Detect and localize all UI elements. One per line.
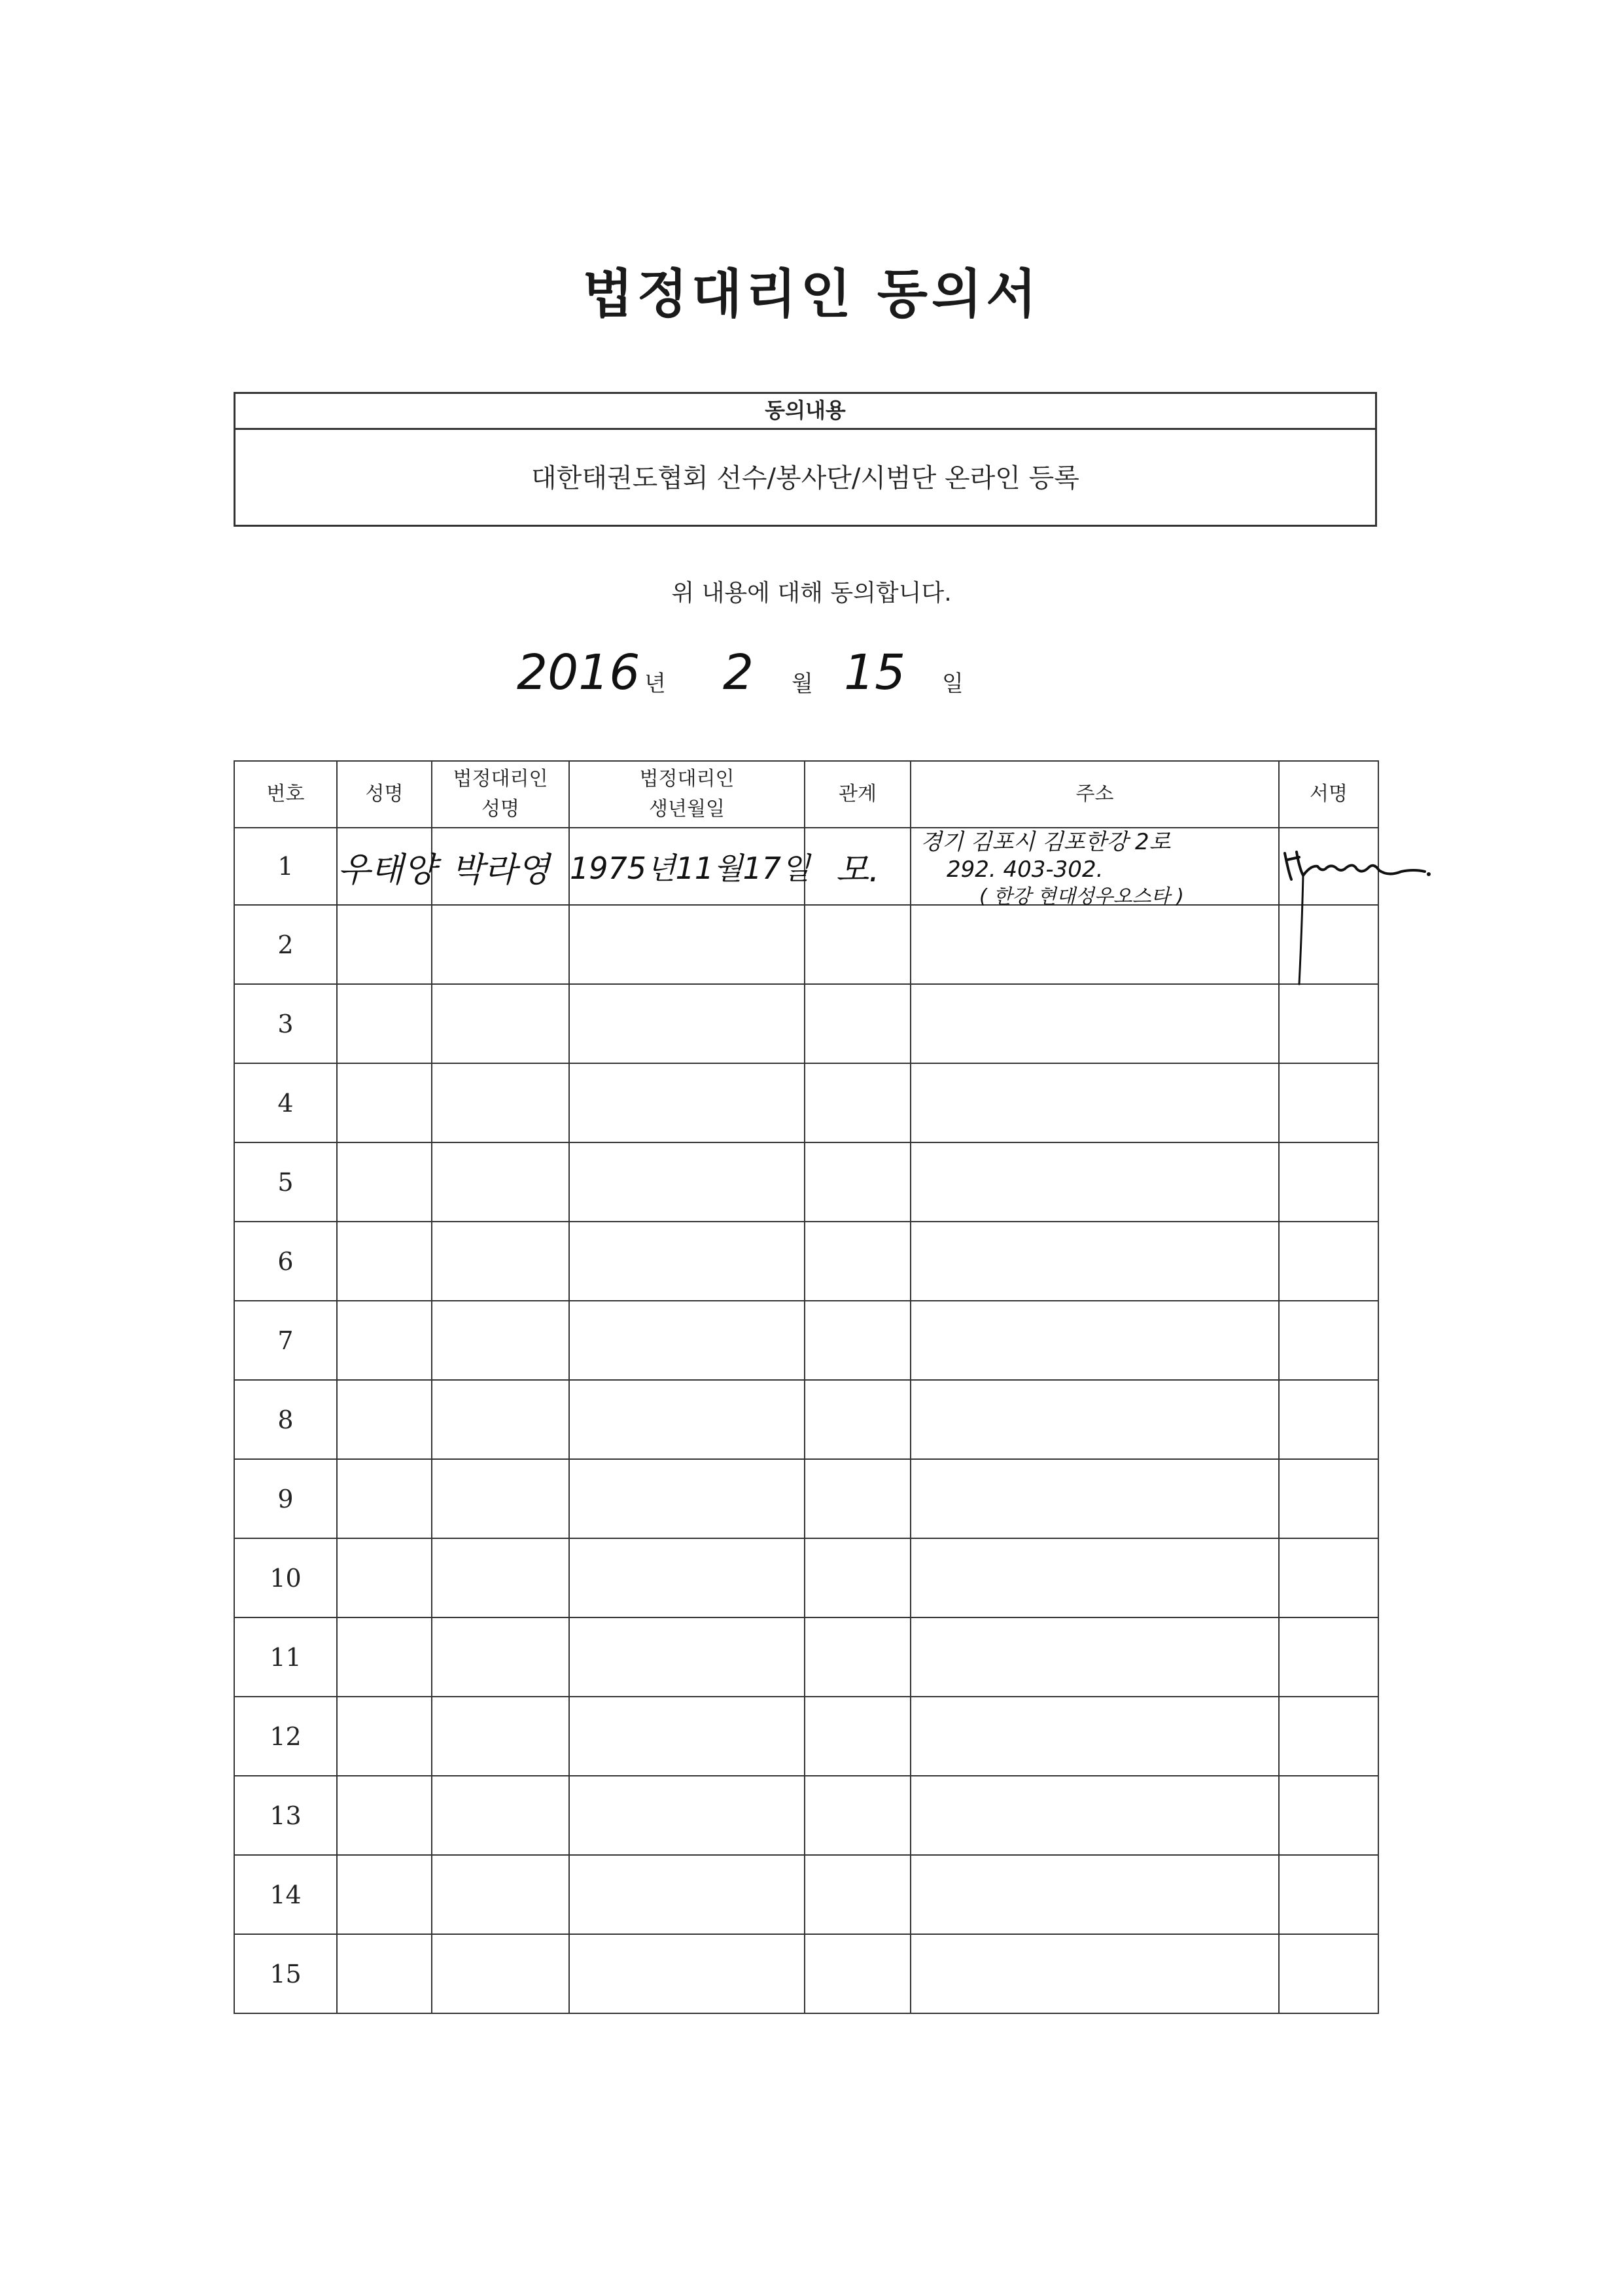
row-address: [911, 905, 1279, 984]
row-guardian-name: 박라영: [432, 828, 569, 905]
row-no: 10: [234, 1538, 337, 1617]
row-guardian-birth: [569, 1538, 805, 1617]
row-name: [337, 1222, 432, 1301]
signature-image: [1277, 834, 1434, 1004]
row-guardian-name: [432, 1142, 569, 1222]
row-guardian-name: [432, 1063, 569, 1142]
header-no: 번호: [234, 761, 337, 828]
row-guardian-birth: [569, 1142, 805, 1222]
row-name: [337, 1142, 432, 1222]
row-name: [337, 1934, 432, 2013]
address-line-2: 292. 403-302.: [947, 857, 1104, 883]
table-row: [234, 1776, 1378, 1855]
table-row: [234, 828, 1378, 905]
row-signature: [1279, 1380, 1378, 1459]
header-guardian-birth-line2: 생년월일: [649, 798, 725, 821]
row-guardian-name: [432, 984, 569, 1063]
row-address: [911, 1538, 1279, 1617]
row-signature: [1279, 1459, 1378, 1538]
row-name: [337, 1776, 432, 1855]
table-row: [234, 984, 1378, 1063]
row-address: [911, 1855, 1279, 1934]
row-signature: [1279, 1776, 1378, 1855]
row-relation: [805, 1855, 911, 1934]
consent-header: 동의내용: [236, 394, 1375, 430]
consent-box: [234, 392, 1377, 527]
row-name: [337, 1063, 432, 1142]
row-address: [911, 1063, 1279, 1142]
row-no: 3: [234, 984, 337, 1063]
row-no: 1: [234, 828, 337, 905]
row-relation: 모.: [805, 828, 911, 905]
row-no: 4: [234, 1063, 337, 1142]
row-address: [911, 1222, 1279, 1301]
consent-content: 대한태권도협회 선수/봉사단/시범단 온라인 등록: [531, 463, 1079, 493]
row-name: [337, 984, 432, 1063]
row-guardian-name: [432, 1697, 569, 1776]
row-guardian-birth: [569, 1776, 805, 1855]
row-relation: [805, 1380, 911, 1459]
row-name: [337, 1380, 432, 1459]
row-relation: [805, 1776, 911, 1855]
table-row: [234, 1697, 1378, 1776]
row-guardian-birth: [569, 905, 805, 984]
row-guardian-name: [432, 905, 569, 984]
header-address: 주소: [911, 761, 1279, 828]
table-row: [234, 1855, 1378, 1934]
page-title: 법정대리인 동의서: [582, 264, 1041, 325]
row-guardian-birth: [569, 1063, 805, 1142]
row-signature: [1279, 1222, 1378, 1301]
row-guardian-birth: 1975년11월17일: [569, 828, 805, 905]
row-relation: [805, 1459, 911, 1538]
date-month: 2: [723, 645, 754, 701]
header-guardian-name-line2: 성명: [481, 798, 519, 821]
row-relation: [805, 1222, 911, 1301]
table-row: [234, 1459, 1378, 1538]
row-guardian-birth: [569, 1459, 805, 1538]
row-signature: [1279, 1063, 1378, 1142]
row-no: 13: [234, 1776, 337, 1855]
row-address: [911, 1934, 1279, 2013]
header-relation: 관계: [805, 761, 911, 828]
row-no: 5: [234, 1142, 337, 1222]
date-day-unit: 일: [942, 671, 964, 697]
table-row: [234, 1301, 1378, 1380]
date-year: 2016: [517, 645, 640, 701]
row-relation: [805, 984, 911, 1063]
row-signature: [1279, 1142, 1378, 1222]
row-guardian-birth: [569, 1380, 805, 1459]
row-guardian-name: [432, 1301, 569, 1380]
address-line-1: 경기 김포시 김포한강 2로: [920, 829, 1171, 855]
row-address: [911, 1697, 1279, 1776]
row-no: 12: [234, 1697, 337, 1776]
row-relation: [805, 1142, 911, 1222]
row-relation: [805, 1301, 911, 1380]
row-signature: [1279, 828, 1378, 905]
row-relation: [805, 1697, 911, 1776]
row-relation: [805, 1063, 911, 1142]
table-row: [234, 1063, 1378, 1142]
row-no: 2: [234, 905, 337, 984]
row-address: [911, 1142, 1279, 1222]
guardian-table: [234, 760, 1379, 2014]
row-guardian-birth: [569, 1617, 805, 1697]
row-guardian-name: [432, 1380, 569, 1459]
table-row: [234, 1380, 1378, 1459]
row-guardian-birth: [569, 1222, 805, 1301]
row-address: [911, 984, 1279, 1063]
row-address: [911, 1380, 1279, 1459]
header-name: 성명: [337, 761, 432, 828]
row-no: 9: [234, 1459, 337, 1538]
table-row: [234, 1142, 1378, 1222]
row-guardian-name: [432, 1776, 569, 1855]
table-row: [234, 1222, 1378, 1301]
row-relation: [805, 1934, 911, 2013]
row-relation: [805, 1617, 911, 1697]
row-signature: [1279, 1855, 1378, 1934]
row-signature: [1279, 1934, 1378, 2013]
row-no: 6: [234, 1222, 337, 1301]
row-address: [911, 1617, 1279, 1697]
row-name: [337, 1855, 432, 1934]
header-guardian-birth: [569, 761, 805, 828]
row-guardian-name: [432, 1855, 569, 1934]
row-guardian-birth: [569, 984, 805, 1063]
row-no: 11: [234, 1617, 337, 1697]
header-guardian-name-line1: 법정대리인: [453, 768, 548, 790]
table-header-row: [234, 761, 1378, 828]
header-signature: 서명: [1279, 761, 1378, 828]
row-signature: [1279, 1538, 1378, 1617]
row-address: [911, 1459, 1279, 1538]
row-guardian-birth: [569, 1855, 805, 1934]
row-address: [911, 828, 1279, 908]
row-name: [337, 1459, 432, 1538]
row-guardian-birth: [569, 1697, 805, 1776]
row-guardian-birth: [569, 1934, 805, 2013]
row-guardian-name: [432, 1222, 569, 1301]
table-row: [234, 905, 1378, 984]
address-block: [920, 828, 1184, 911]
date-day: 15: [844, 645, 906, 701]
row-relation: [805, 1538, 911, 1617]
row-name: [337, 1301, 432, 1380]
row-name: [337, 1538, 432, 1617]
row-name: 우태양: [337, 828, 432, 905]
row-signature: [1279, 1301, 1378, 1380]
table-row: [234, 1934, 1378, 2013]
row-guardian-name: [432, 1934, 569, 2013]
row-name: [337, 1697, 432, 1776]
date-line: [0, 645, 1623, 716]
row-name: [337, 905, 432, 984]
row-signature: [1279, 1617, 1378, 1697]
row-no: 8: [234, 1380, 337, 1459]
row-signature: [1279, 1697, 1378, 1776]
row-no: 7: [234, 1301, 337, 1380]
row-guardian-name: [432, 1538, 569, 1617]
date-month-unit: 월: [792, 671, 813, 697]
row-guardian-name: [432, 1617, 569, 1697]
date-year-unit: 년: [644, 671, 666, 697]
row-relation: [805, 905, 911, 984]
row-name: [337, 1617, 432, 1697]
header-guardian-birth-line1: 법정대리인: [639, 768, 735, 790]
table-row: [234, 1617, 1378, 1697]
address-line-3: ( 한강 현대성우오스타 ): [979, 885, 1184, 908]
row-guardian-birth: [569, 1301, 805, 1380]
row-no: 15: [234, 1934, 337, 2013]
row-address: [911, 1776, 1279, 1855]
header-guardian-name: [432, 761, 569, 828]
agreement-text: 위 내용에 대해 동의합니다.: [671, 580, 952, 607]
row-address: [911, 1301, 1279, 1380]
row-guardian-name: [432, 1459, 569, 1538]
table-row: [234, 1538, 1378, 1617]
row-no: 14: [234, 1855, 337, 1934]
